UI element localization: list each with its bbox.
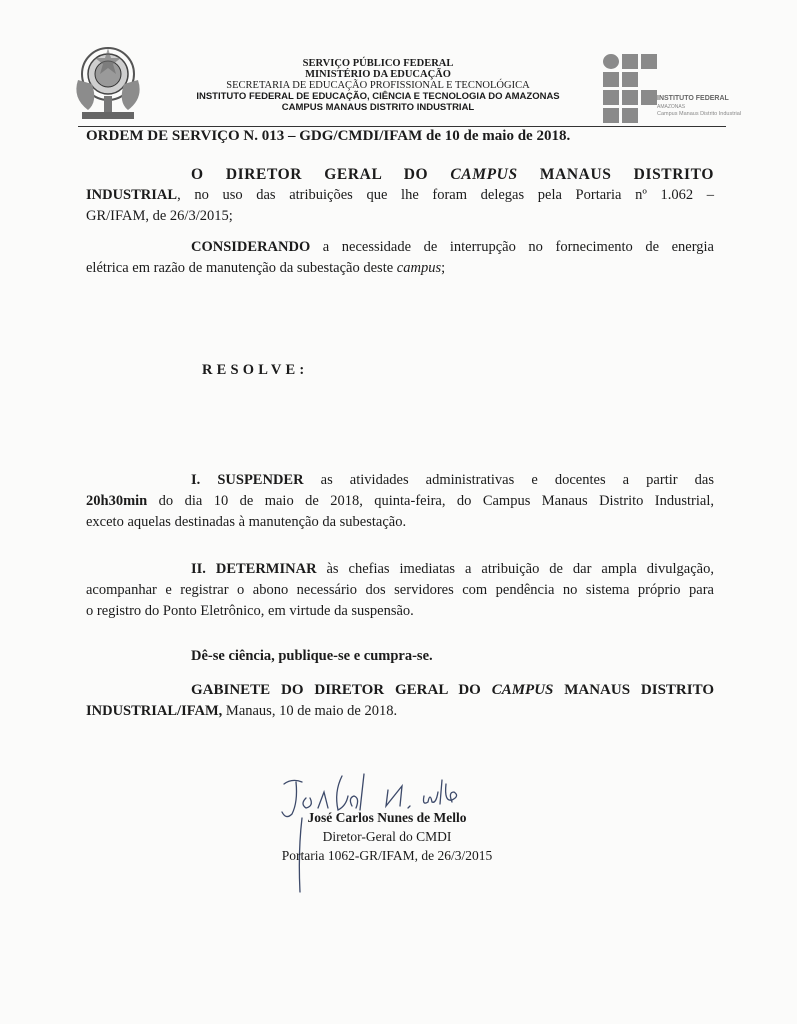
header-line-3: SECRETARIA DE EDUCAÇÃO PROFISSIONAL E TECNOLÓGICA: [226, 80, 530, 91]
header-line-2: MINISTÉRIO DA EDUCAÇÃO: [305, 69, 451, 80]
paragraph-ciencia: Dê-se ciência, publique-se e cumpra-se.: [191, 648, 433, 664]
logo-circle: [603, 54, 619, 69]
signature-block: [262, 808, 512, 865]
logo-title: INSTITUTO FEDERAL: [657, 95, 729, 102]
header-line-5: CAMPUS MANAUS DISTRITO INDUSTRIAL: [281, 102, 475, 113]
coat-of-arms-emblem: [68, 40, 148, 122]
resolve-heading: RESOLVE:: [202, 362, 309, 378]
logo-subtitle: AMAZONAS: [657, 104, 686, 110]
paragraph-director: O DIRETOR GERAL DO CAMPUS MANAUS DISTRITO INDUSTRIAL, no uso das atribuições que lhe foram delegas pela Portaria nº 1.062 – GR/IFAM, de 26/3/2015;: [86, 166, 714, 224]
signer-portaria: Portaria 1062-GR/IFAM, de 26/3/2015: [281, 848, 493, 863]
header-line-1: SERVIÇO PÚBLICO FEDERAL: [302, 58, 454, 69]
paragraph-gabinete: GABINETE DO DIRETOR GERAL DO CAMPUS MANAUS DISTRITO INDUSTRIAL/IFAM, Manaus, 10 de maio de 2018.: [86, 682, 714, 719]
header-rule: [78, 126, 726, 127]
paragraph-suspender: I. SUSPENDER as atividades administrativas e docentes a partir das 20h30min do dia 10 de maio de 2018, quinta-feira, do Campus Manaus Distrito Industrial, exceto aquelas destinadas à manutenção da subestação.: [86, 472, 714, 530]
ordem-title: ORDEM DE SERVIÇO N. 013 – GDG/CMDI/IFAM de 10 de maio de 2018.: [86, 128, 571, 144]
logo-campus: Campus Manaus Distrito Industrial: [657, 111, 742, 117]
header-line-4: INSTITUTO FEDERAL DE EDUCAÇÃO, CIÊNCIA E TECNOLOGIA DO AMAZONAS: [196, 91, 560, 102]
instituto-federal-logo: [603, 54, 763, 124]
letterhead: [160, 58, 596, 113]
paragraph-considerando: CONSIDERANDO a necessidade de interrupção no fornecimento de energia elétrica em razão de manutenção da subestação deste campus;: [86, 239, 714, 276]
signer-role: Diretor-Geral do CMDI: [322, 829, 452, 844]
paragraph-determinar: II. DETERMINAR às chefias imediatas a atribuição de dar ampla divulgação, acompanhar e registrar o abono necessário dos servidores com pendência no sistema próprio para o registro do Ponto Eletrônico, em virtude da suspensão.: [86, 561, 714, 619]
signer-name: José Carlos Nunes de Mello: [307, 810, 467, 825]
